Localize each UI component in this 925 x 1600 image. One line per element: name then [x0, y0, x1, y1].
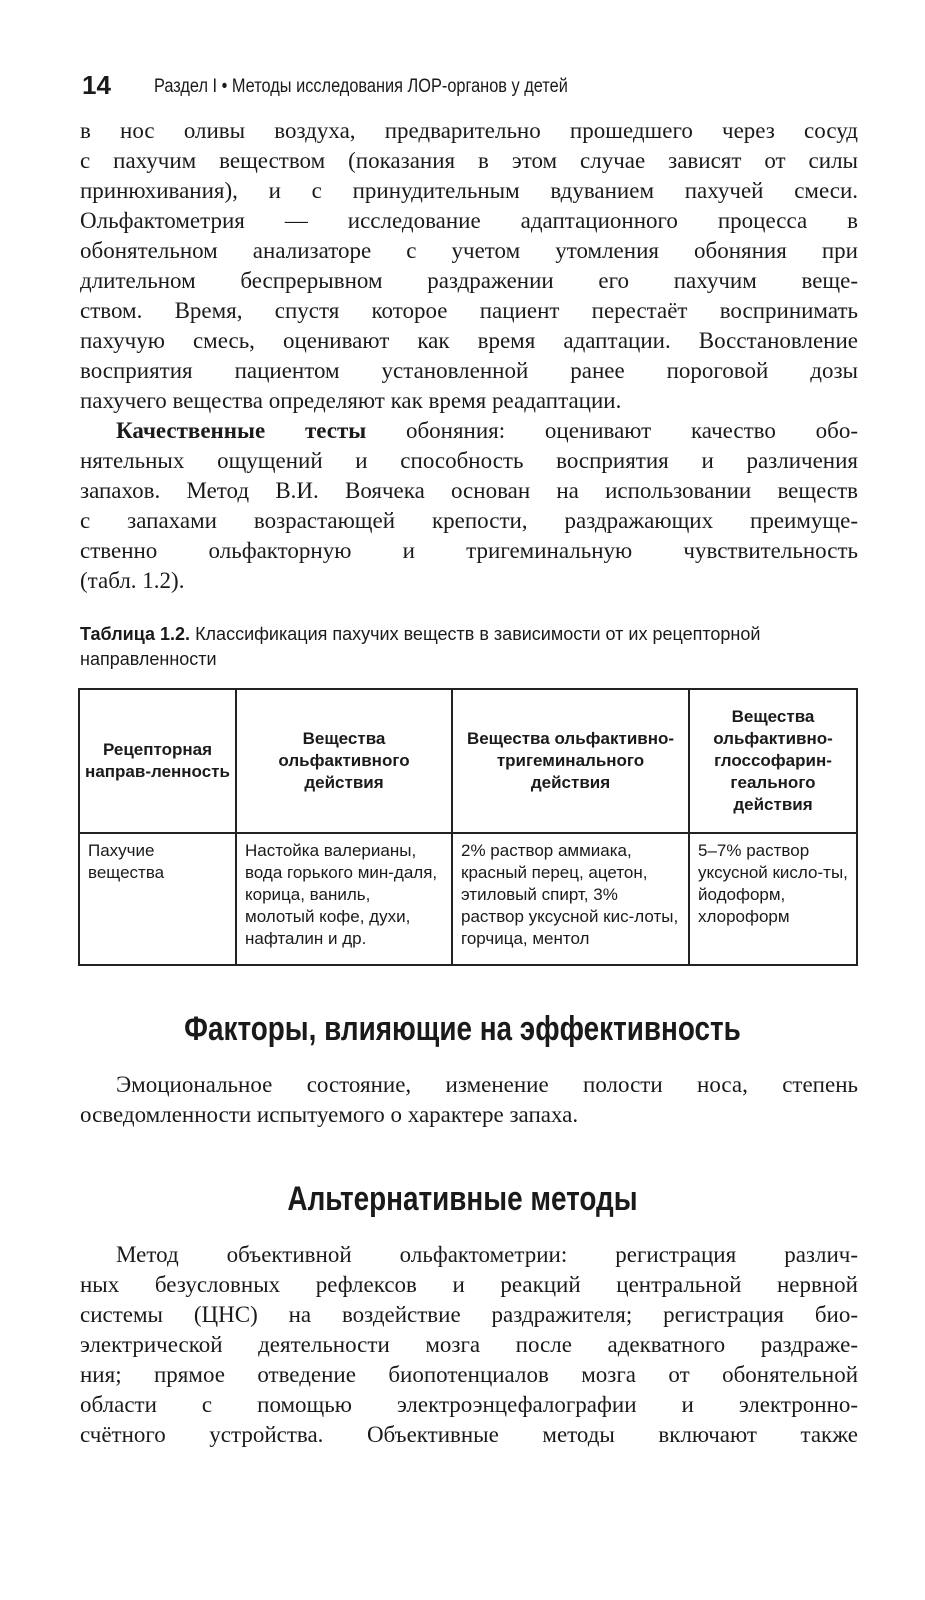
table-caption-text: Классификация пахучих веществ в зависимости от их рецепторной направленности [80, 624, 761, 669]
text-line: электрической деятельности мозга после адекватного раздраже- [80, 1332, 858, 1357]
column-header: Рецепторная направ-ленность [79, 689, 236, 833]
paragraph-alternative-methods [80, 1240, 858, 1450]
text-line: длительном беспрерывном раздражении его пахучим веще- [80, 268, 858, 293]
paragraph-qualitative-tests [80, 416, 858, 596]
table-row [79, 833, 857, 965]
text-run: обоняния: оценивают качество обо- [366, 418, 858, 443]
table-cell: Настойка валерианы, вода горького мин-даля, корица, ваниль, молотый кофе, духи, нафталин и др. [236, 833, 452, 965]
text-line: ственно ольфакторную и тригеминальную чувствительность [80, 538, 858, 563]
page-number: 14 [82, 70, 111, 100]
text-line: запахов. Метод В.И. Воячека основан на использовании веществ [80, 478, 858, 503]
text-line: в нос оливы воздуха, предварительно прошедшего через сосуд [80, 118, 858, 143]
paragraph-factors [80, 1070, 858, 1130]
text-line: нятельных ощущений и способность восприятия и различения [80, 448, 858, 473]
paragraph-olfactometry [80, 116, 858, 416]
text-line: с запахами возрастающей крепости, раздражающих преимуще- [80, 508, 858, 533]
text-line: с пахучим веществом (показания в этом случае зависят от силы [80, 148, 858, 173]
text-line: восприятия пациентом установленной ранее пороговой дозы [80, 358, 858, 383]
odor-classification-table [78, 688, 858, 966]
column-header: Вещества ольфактивно-тригеминального действия [452, 689, 689, 833]
column-header: Вещества ольфактивно-глоссофарин-геального действия [689, 689, 857, 833]
text-line: пахучую смесь, оценивают как время адаптации. Восстановление [80, 328, 858, 353]
running-title: Раздел I • Методы исследования ЛОР-органов у детей [154, 76, 568, 97]
table-header-row [79, 689, 857, 833]
bold-term: Качественные тесты [116, 418, 367, 443]
text-line: ством. Время, спустя которое пациент перестаёт воспринимать [80, 298, 858, 323]
table-cell: 2% раствор аммиака, красный перец, ацетон, этиловый спирт, 3% раствор уксусной кис-лоты, горчица, ментол [452, 833, 689, 965]
column-header: Вещества ольфактивного действия [236, 689, 452, 833]
section-heading: Альтернативные методы [287, 1180, 638, 1218]
text-line [80, 416, 858, 446]
text-line: ния; прямое отведение биопотенциалов мозга от обонятельной [80, 1362, 858, 1387]
table-caption [80, 622, 870, 672]
text-line: обонятельном анализаторе с учетом утомления обоняния при [80, 238, 858, 263]
text-line: ных безусловных рефлексов и реакций центральной нервной [80, 1272, 858, 1297]
table-cell: 5–7% раствор уксусной кисло-ты, йодоформ, хлороформ [689, 833, 857, 965]
text-line: Эмоциональное состояние, изменение полости носа, степень [116, 1072, 858, 1097]
text-line: Ольфактометрия — исследование адаптационного процесса в [80, 208, 858, 233]
section-heading: Факторы, влияющие на эффективность [184, 1010, 741, 1048]
text-line: системы (ЦНС) на воздействие раздражителя; регистрация био- [80, 1302, 858, 1327]
table-cell: Пахучие вещества [79, 833, 236, 965]
text-line: (табл. 1.2). [80, 568, 185, 593]
table-caption-label: Таблица 1.2. [80, 624, 191, 644]
text-line: области с помощью электроэнцефалографии и электронно- [80, 1392, 858, 1417]
text-line: принюхивания), и с принудительным вдуванием пахучей смеси. [80, 178, 858, 203]
text-line: осведомленности испытуемого о характере запаха. [80, 1102, 579, 1127]
text-line: счётного устройства. Объективные методы включают также [80, 1422, 858, 1447]
text-line: пахучего вещества определяют как время реадаптации. [80, 388, 622, 413]
text-line: Метод объективной ольфактометрии: регистрация различ- [116, 1242, 858, 1267]
